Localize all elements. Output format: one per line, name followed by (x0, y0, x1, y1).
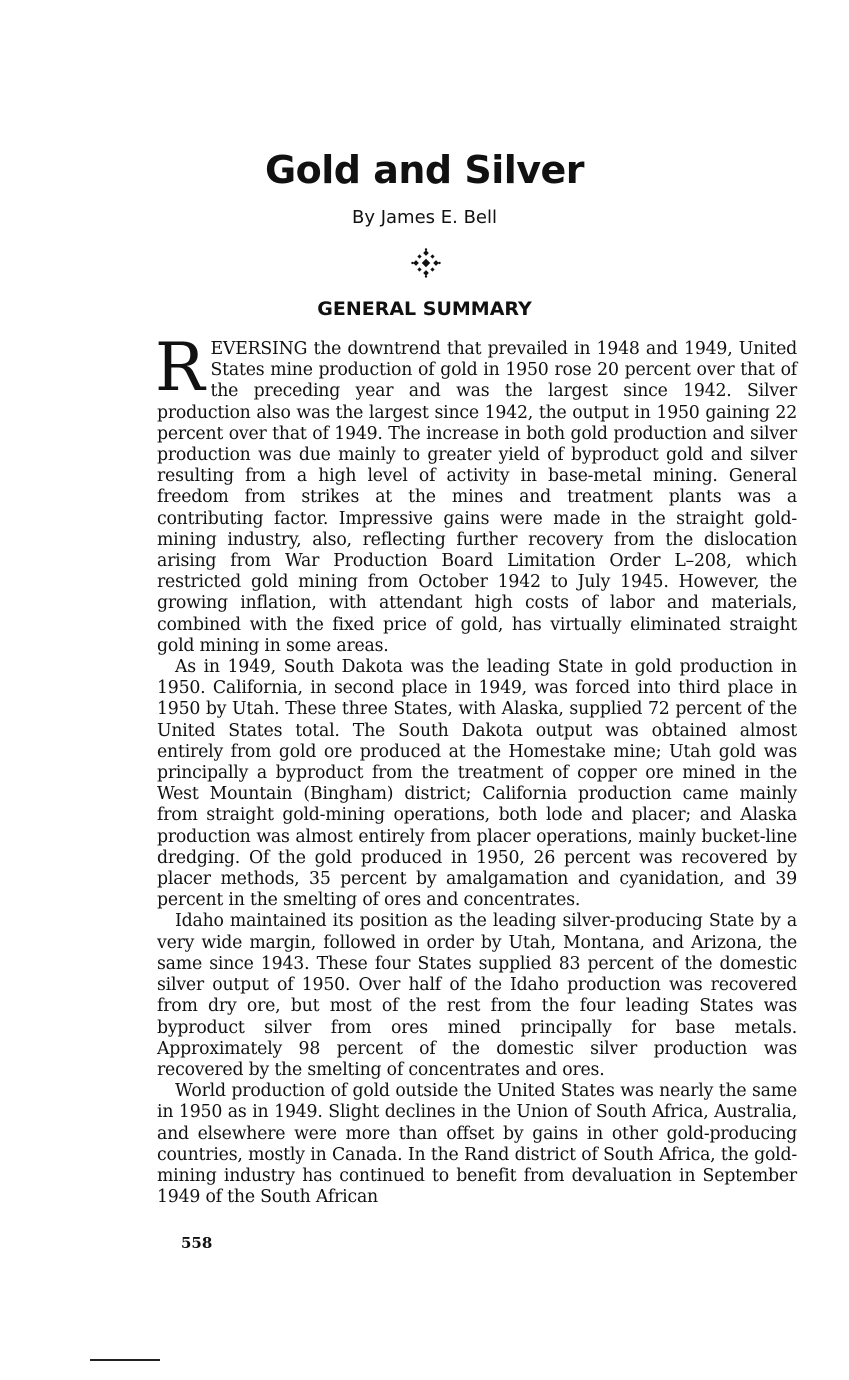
author-byline: By James E. Bell (351, 207, 497, 228)
paragraph-1 (155, 329, 797, 657)
scan-artifact-rule (90, 1359, 160, 1361)
page-number: 558 (181, 1234, 213, 1252)
article-title: Gold and Silver (264, 148, 585, 192)
paragraph-3: Idaho maintained its position as the leading silver-producing State by a very wide margin, followed in order by Utah, Montana, and Arizona, the same since 1943. These four States supplied 83 percent of the domestic silver output of 1950. Over half of the Idaho production was recovered from dry ore, but most of the rest from the four leading States was byproduct silver from ores mined principally for base metals. Approximately 98 percent of the domestic silver production was recovered by the smelting of concentrates and ores. (157, 911, 797, 1080)
paragraph-2: As in 1949, South Dakota was the leading State in gold production in 1950. California, in second place in 1949, was forced into third place in 1950 by Utah. These three States, with Alaska, supplied 72 percent of the United States total. The South Dakota output was obtained almost entirely from gold ore produced at the Homestake mine; Utah gold was principally a byproduct from the treatment of copper ore mined in the West Mountain (Bingham) district; California production came mainly from straight gold-mining operations, both lode and placer; and Alaska production was almost entirely from placer operations, mainly bucket-line dredging. Of the gold produced in 1950, 26 percent was recovered by placer methods, 35 percent by amalgamation and cyanidation, and 39 percent in the smelting of ores and concentrates. (157, 657, 797, 911)
paragraph-4: World production of gold outside the United States was nearly the same in 1950 as in 1949. Slight declines in the Union of South Africa, Australia, and elsewhere were more than offset by gains in other gold-producing countries, mostly in Canada. In the Rand district of South Africa, the gold-mining industry has continued to benefit from devaluation in September 1949 of the South African (157, 1081, 797, 1208)
article-body (155, 329, 797, 1208)
section-heading: GENERAL SUMMARY (317, 298, 532, 320)
fleuron-ornament-icon (411, 248, 441, 278)
paragraph-1-text: EVERSING the downtrend that prevailed in 1948 and 1949, United States mine production of gold in 1950 rose 20 percent over that of the preceding year and was the largest since 1942. Silver production also was the largest since 1942, the output in 1950 gaining 22 percent over that of 1949. The increase in both gold production and silver production was due mainly to greater yield of byproduct gold and silver resulting from a high level of activity in base-metal mining. General freedom from strikes at the mines and treatment plants was a contributing factor. Impressive gains were made in the straight gold-mining industry, also, reflecting further recovery from the dislocation arising from War Production Board Limitation Order L–208, which restricted gold mining from October 1942 to July 1945. However, the growing inflation, with attendant high costs of labor and materials, combined with the fixed price of gold, has virtually eliminated straight gold mining in some areas. (157, 339, 797, 656)
drop-cap: R (155, 329, 205, 406)
